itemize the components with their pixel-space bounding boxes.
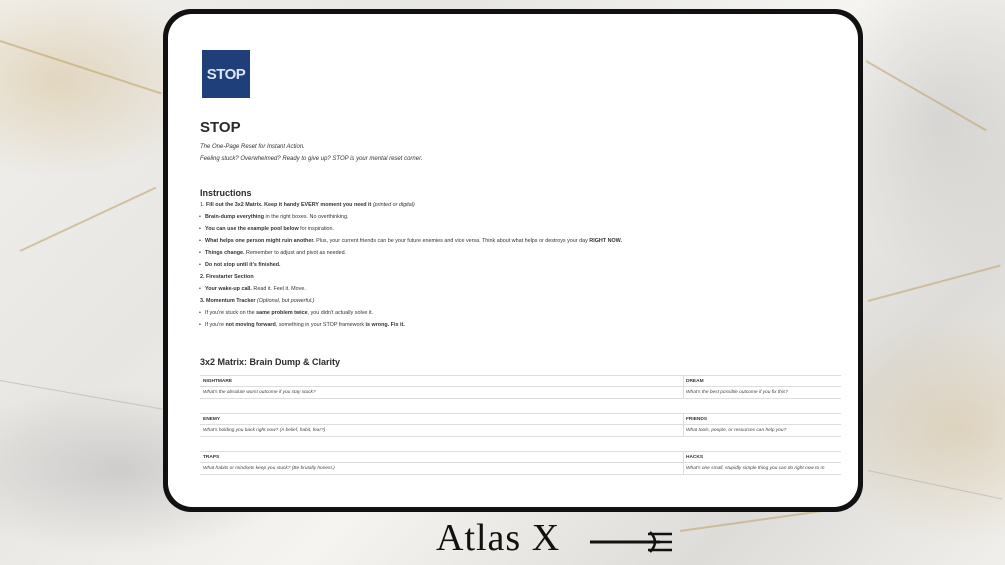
list-item: • What helps one person might ruin another. Plus, your current friends can be your future enemies and vice versa. Think about what helps or destroys your day RIGHT NOW. bbox=[205, 238, 622, 244]
matrix-heading: 3x2 Matrix: Brain Dump & Clarity bbox=[200, 357, 341, 367]
matrix-cell-header: DREAM bbox=[683, 375, 841, 387]
list-item: • You can use the example pool below for inspiration. bbox=[205, 226, 334, 232]
matrix-cell-header: ENEMY bbox=[200, 413, 683, 425]
list-item: • If you're stuck on the same problem twice, you didn't actually solve it. bbox=[205, 310, 373, 316]
matrix-cell-header: FRIENDS bbox=[683, 413, 841, 425]
step-3: 3. Momentum Tracker (Optional, but powerful.) bbox=[200, 298, 315, 304]
marble-vein bbox=[0, 380, 163, 410]
list-item: • Your wake-up call. Read it. Feel it. Move. bbox=[205, 286, 306, 292]
marble-vein bbox=[20, 187, 157, 252]
step-2: 2. Firestarter Section bbox=[200, 274, 254, 280]
matrix-cell-prompt[interactable]: What's one small, stupidly simple thing you can do right now to m bbox=[683, 463, 841, 475]
list-item: • If you're not moving forward, something in your STOP framework is wrong. Fix it. bbox=[205, 322, 405, 328]
matrix-divider bbox=[683, 413, 684, 437]
matrix-cell-header: NIGHTMARE bbox=[200, 375, 683, 387]
list-item: • Brain-dump everything in the right boxes. No overthinking. bbox=[205, 214, 349, 220]
logo-text: STOP bbox=[206, 65, 246, 83]
stop-logo bbox=[202, 50, 250, 98]
marble-vein bbox=[680, 509, 829, 532]
list-item: • Things change. Remember to adjust and pivot as needed. bbox=[205, 250, 346, 256]
instructions-heading: Instructions bbox=[200, 188, 252, 198]
marble-vein bbox=[868, 470, 1002, 499]
matrix-divider bbox=[683, 375, 684, 399]
tablet-frame bbox=[163, 9, 863, 512]
list-item: • Do not stop until it's finished. bbox=[205, 262, 281, 268]
matrix-cell-prompt[interactable]: What's holding you back right now? (A belief, habit, fear?) bbox=[200, 425, 683, 437]
matrix-cell-prompt[interactable]: What's the best possible outcome if you fix this? bbox=[683, 387, 841, 399]
matrix-cell-prompt[interactable]: What habits or mindsets keep you stuck? (Be brutally honest.) bbox=[200, 463, 683, 475]
matrix-cell-header: HACKS bbox=[683, 451, 841, 463]
tablet-screen bbox=[168, 14, 858, 507]
step-1: 1. Fill out the 3x2 Matrix. Keep it handy EVERY moment you need it (printed or digital) bbox=[200, 202, 415, 208]
marble-vein bbox=[866, 60, 987, 131]
matrix-cell-prompt[interactable]: What tools, people, or resources can help you? bbox=[683, 425, 841, 437]
page-title: STOP bbox=[200, 119, 241, 136]
tagline-secondary: Feeling stuck? Overwhelmed? Ready to give up? STOP is your mental reset corner. bbox=[200, 156, 423, 162]
marble-vein bbox=[0, 40, 162, 94]
marble-vein bbox=[868, 265, 1001, 302]
matrix-divider bbox=[683, 451, 684, 475]
matrix-cell-header: TRAPS bbox=[200, 451, 683, 463]
brand-wordmark: Atlas X bbox=[436, 517, 561, 559]
tagline: The One-Page Reset for Instant Action. bbox=[200, 144, 305, 150]
matrix-table bbox=[200, 375, 841, 485]
trident-icon bbox=[590, 527, 674, 557]
matrix-cell-prompt[interactable]: What's the absolute worst outcome if you stay stuck? bbox=[200, 387, 683, 399]
